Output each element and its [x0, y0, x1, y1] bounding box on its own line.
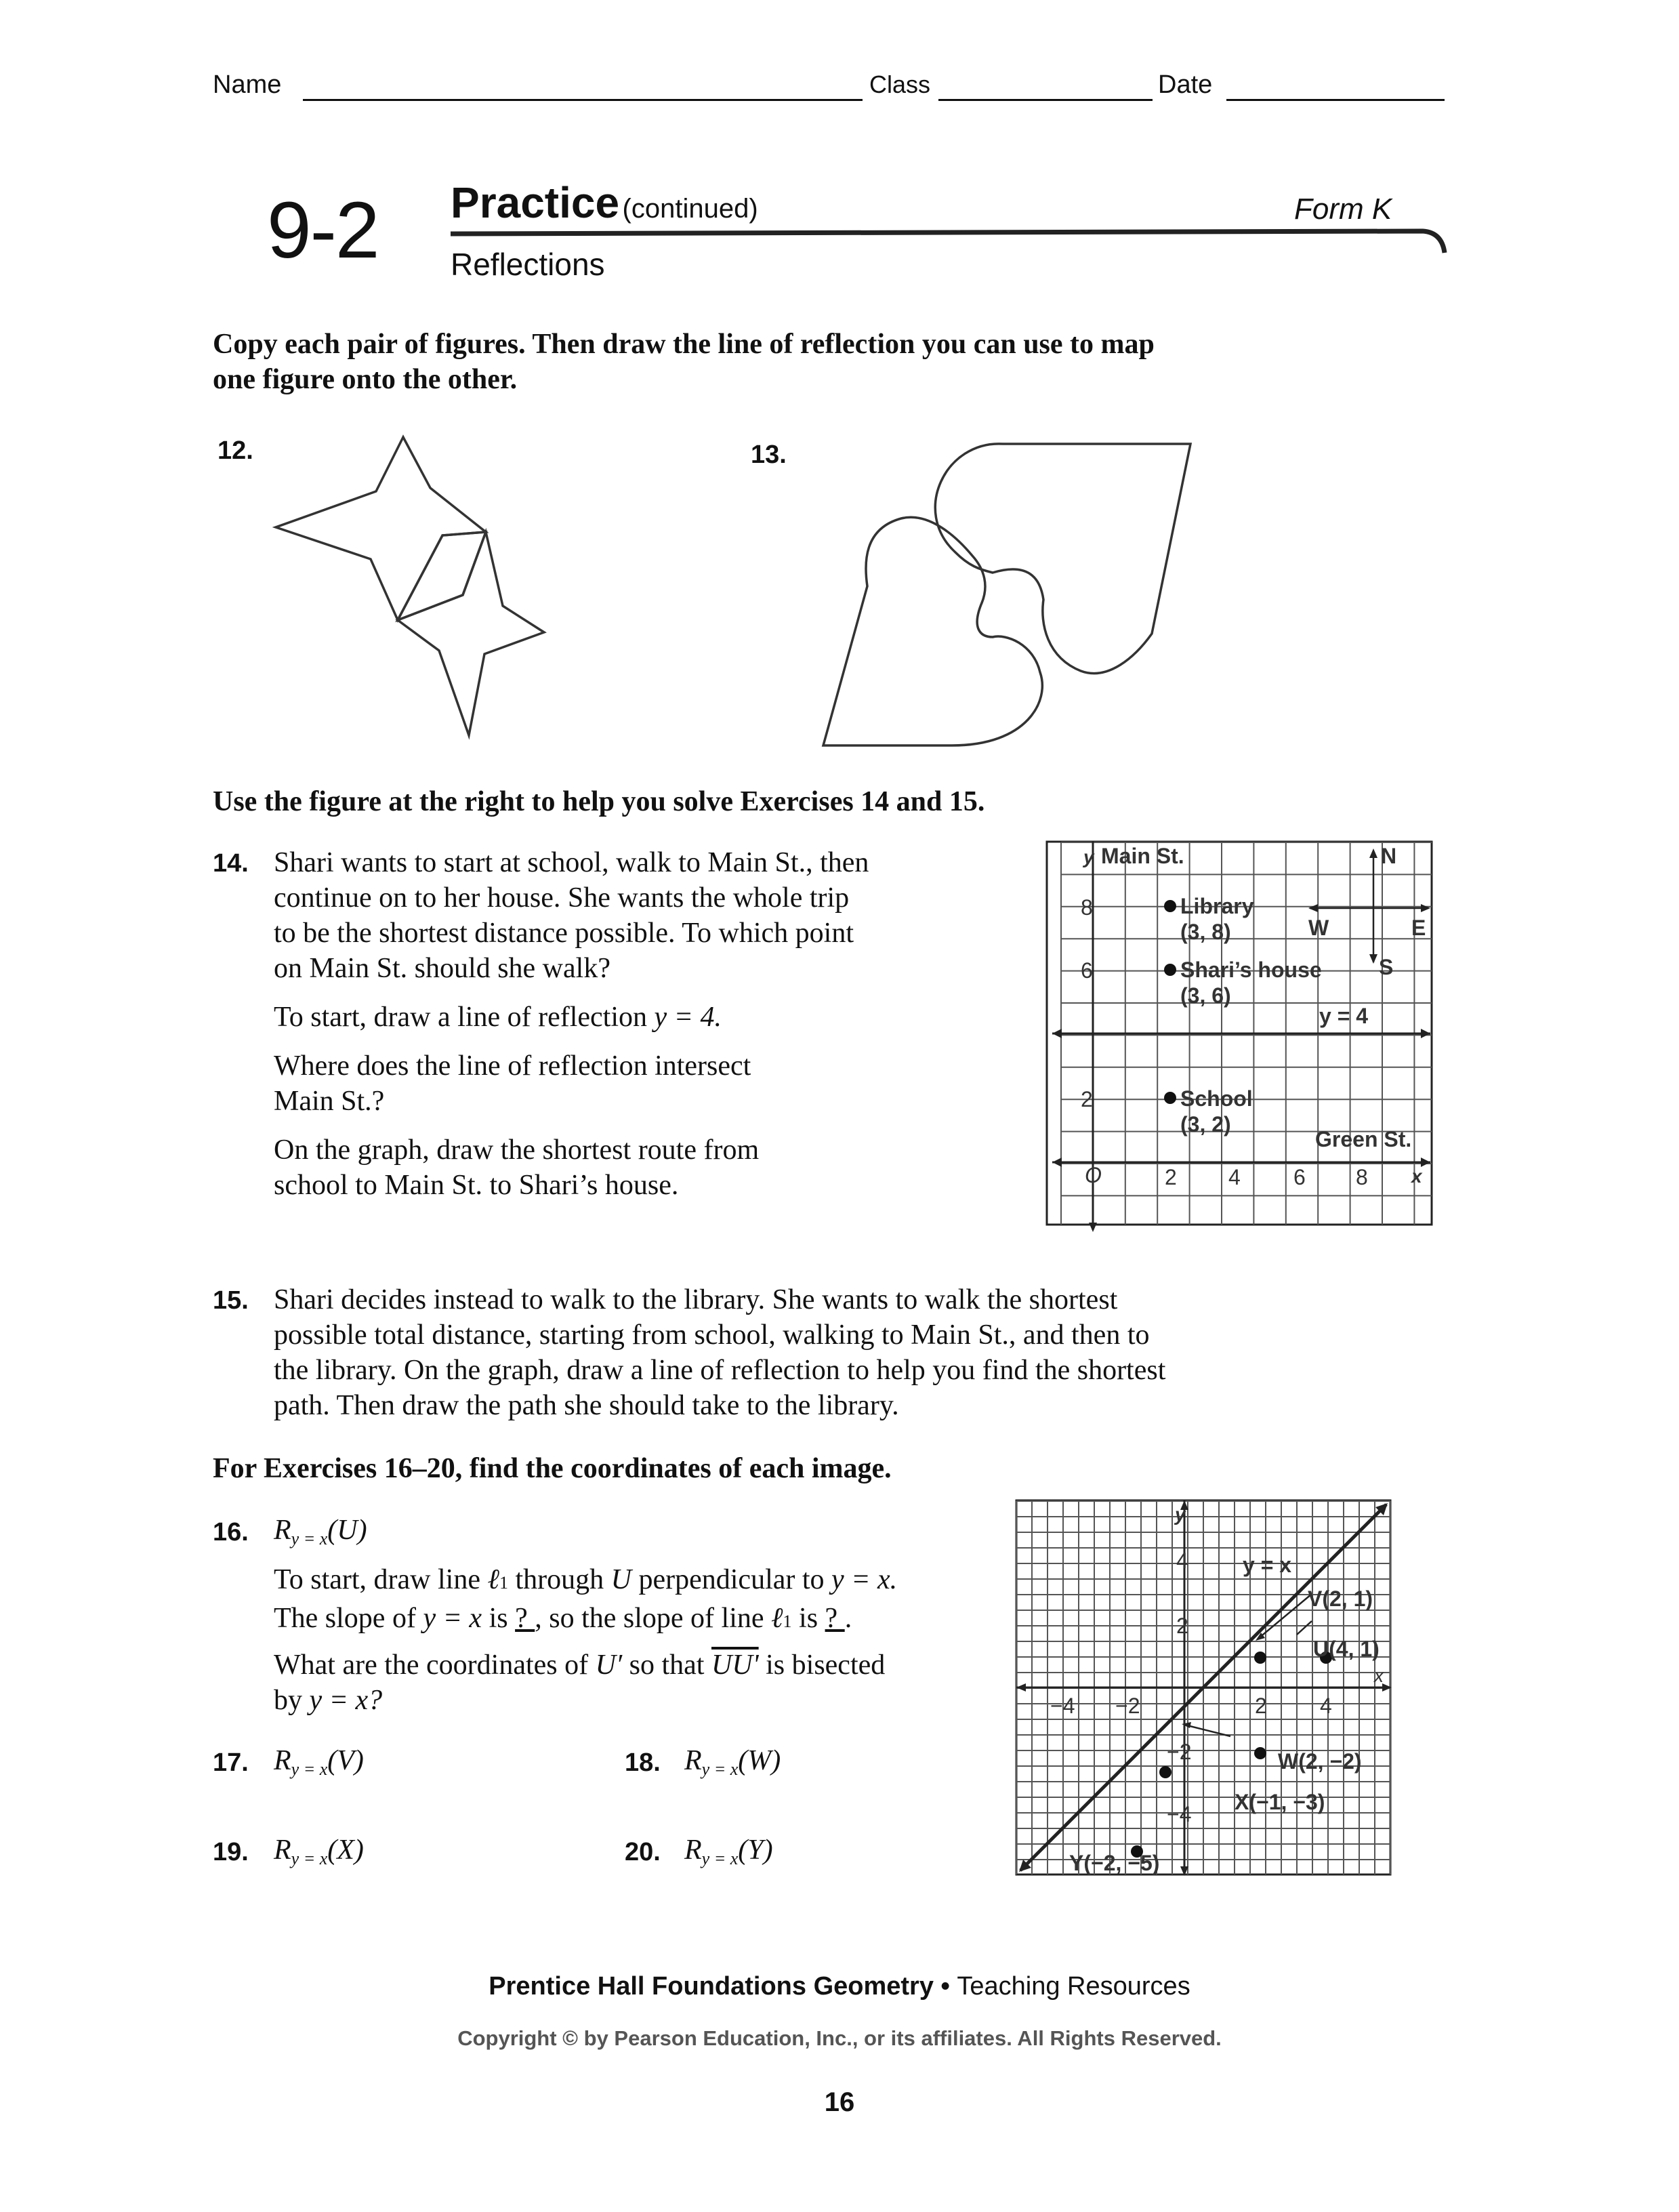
exercise-12-figure [268, 427, 552, 745]
point-x [1159, 1766, 1172, 1778]
name-field[interactable] [303, 99, 863, 101]
label-u: U(4, 1) [1313, 1637, 1380, 1661]
exercise-16-expression [274, 1513, 1006, 1557]
date-field[interactable] [1226, 99, 1445, 101]
east-label: E [1411, 916, 1426, 940]
text-fragment: ℓ [487, 1564, 499, 1595]
exercise-18-number: 18. [625, 1748, 661, 1777]
reflection-symbol: R [274, 1835, 291, 1866]
text-fragment: is [482, 1603, 516, 1634]
reflection-subscript: y = x [291, 1849, 328, 1868]
text-line: Main St.? [274, 1086, 385, 1117]
coordinate-graph [1015, 1499, 1394, 1879]
map-ytick-8: 8 [1081, 895, 1093, 920]
label-w: W(2, −2) [1278, 1749, 1362, 1774]
reflection-argument: (Y) [738, 1835, 773, 1866]
text-fragment: y = x. [831, 1564, 898, 1595]
practice-heading: Practice [451, 178, 620, 227]
footer-book-title: Prentice Hall Foundations Geometry [489, 1972, 934, 2001]
exercise-13-figure [810, 434, 1216, 759]
title-row [451, 178, 758, 228]
star-shape-upper [276, 437, 486, 620]
text-fragment: U [610, 1564, 631, 1595]
map-y-label: y [1083, 846, 1094, 867]
line-label: y = x [1243, 1553, 1292, 1577]
point-v [1254, 1652, 1266, 1664]
reflection-symbol: R [274, 1745, 291, 1776]
slope-answer-blank[interactable]: ? [515, 1603, 535, 1634]
coord-ytick-4: 4 [1176, 1549, 1188, 1573]
footer-credit [0, 1972, 1679, 2001]
green-st-label: Green St. [1315, 1127, 1412, 1151]
exercise-20-expression [684, 1832, 773, 1877]
coord-xtick-neg2: −2 [1115, 1694, 1140, 1718]
instructions-line: one figure onto the other. [213, 364, 518, 395]
school-label: School [1180, 1086, 1253, 1111]
reflection-symbol: R [684, 1745, 702, 1776]
class-label: Class [869, 70, 931, 98]
map-origin: O [1085, 1163, 1102, 1187]
exercise-17-number: 17. [213, 1748, 249, 1777]
instructions-use-figure: Use the figure at the right to help you solve Exercises 14 and 15. [213, 786, 985, 817]
text-line: school to Main St. to Shari’s house. [274, 1170, 679, 1201]
library-label: Library [1180, 894, 1254, 918]
y4-line-label: y = 4 [1319, 1004, 1369, 1028]
exercise-16-line1 [274, 1562, 1006, 1601]
heart-shape-left [823, 517, 1042, 745]
exercise-16-line2 [274, 1601, 1006, 1639]
house-point [1164, 964, 1176, 976]
coord-x-label: x [1374, 1665, 1384, 1686]
text-fragment: To start, draw line [274, 1564, 488, 1595]
house-label: Shari’s house [1180, 958, 1322, 982]
text-line: to be the shortest distance possible. To which point [274, 918, 854, 949]
text-fragment: perpendicular to [631, 1564, 832, 1595]
text-fragment: 1 [499, 1573, 508, 1593]
page-number: 16 [824, 2087, 855, 2117]
instructions-line: Copy each pair of figures. Then draw the line of reflection you can use to map [213, 329, 1155, 360]
north-label: N [1381, 844, 1397, 868]
school-point [1164, 1092, 1176, 1104]
text-fragment: U′ [595, 1650, 623, 1681]
reflection-argument: (U) [327, 1515, 367, 1546]
reflection-argument: (W) [738, 1745, 781, 1776]
main-st-label: Main St. [1101, 844, 1184, 868]
instructions-copy-figures [213, 327, 1155, 397]
form-label: Form K [1294, 192, 1392, 226]
exercise-16-number: 16. [213, 1518, 249, 1547]
text-line: Where does the line of reflection intersect [274, 1050, 751, 1082]
lesson-number: 9-2 [267, 186, 379, 275]
coord-xtick-2: 2 [1255, 1694, 1267, 1718]
coord-xtick-neg4: −4 [1050, 1694, 1075, 1718]
exercise-15-text [274, 1282, 1561, 1423]
reflection-subscript: y = x [701, 1849, 739, 1868]
text-fragment: through [507, 1564, 611, 1595]
coord-ytick-neg2: −2 [1167, 1740, 1192, 1764]
footer-resources: Teaching Resources [957, 1972, 1190, 2001]
exercise-20-number: 20. [625, 1838, 661, 1866]
continued-label: (continued) [622, 194, 758, 224]
reflection-subscript: y = x [291, 1759, 328, 1779]
coord-ytick-2: 2 [1176, 1614, 1188, 1638]
label-x: X(−1, −3) [1235, 1790, 1325, 1814]
exercise-17-expression [274, 1743, 364, 1787]
south-label: S [1379, 955, 1394, 979]
map-xtick-4: 4 [1228, 1165, 1241, 1189]
reflection-subscript: y = x [291, 1529, 328, 1549]
west-label: W [1308, 916, 1329, 940]
map-graph [1045, 840, 1436, 1233]
text-fragment: so that [622, 1650, 711, 1681]
library-point [1164, 900, 1176, 912]
exercise-19-number: 19. [213, 1838, 249, 1866]
exercise-19-expression [274, 1832, 364, 1877]
reflection-subscript: y = x [701, 1759, 739, 1779]
exercise-16-line4 [274, 1683, 1006, 1718]
exercise-14-number: 14. [213, 849, 249, 878]
text-fragment: , so the slope of line [535, 1603, 772, 1634]
exercise-12-number: 12. [217, 436, 253, 465]
footer-bullet: • [933, 1972, 957, 2001]
label-y: Y(−2, −5) [1069, 1851, 1160, 1875]
exercise-14-text [274, 845, 1033, 1203]
instructions-find-coordinates: For Exercises 16–20, find the coordinates of each image. [213, 1453, 892, 1484]
text-fragment: . [844, 1603, 852, 1634]
text-line: possible total distance, starting from school, walking to Main St., and then to [274, 1319, 1150, 1351]
text-line: On the graph, draw the shortest route from [274, 1134, 760, 1166]
map-xtick-2: 2 [1165, 1165, 1177, 1189]
reflection-argument: (V) [327, 1745, 364, 1776]
text-fragment: by [274, 1685, 310, 1716]
reflection-instruction [274, 1000, 1033, 1035]
exercise-16-text [274, 1513, 1006, 1718]
coord-y-label: y [1175, 1504, 1186, 1525]
name-label: Name [213, 70, 282, 99]
equation: y = 4. [654, 1002, 722, 1033]
text-fragment: The slope of [274, 1603, 423, 1634]
text-line: Shari wants to start at school, walk to Main St., then [274, 847, 869, 878]
text-fragment: is [791, 1603, 825, 1634]
label-v: V(2, 1) [1308, 1586, 1373, 1611]
text-fragment: is bisected [758, 1650, 886, 1681]
date-label: Date [1158, 70, 1213, 99]
text-line: continue on to her house. She wants the whole trip [274, 882, 850, 914]
house-coord: (3, 6) [1180, 983, 1231, 1008]
text-line: Shari decides instead to walk to the library. She wants to walk the shortest [274, 1284, 1118, 1315]
class-field[interactable] [938, 99, 1153, 101]
text-fragment: What are the coordinates of [274, 1650, 596, 1681]
exercise-18-expression [684, 1743, 781, 1787]
map-xtick-6: 6 [1293, 1165, 1306, 1189]
text-line: the library. On the graph, draw a line of reflection to help you find the shortest [274, 1355, 1166, 1386]
copyright-notice: Copyright © by Pearson Education, Inc., or its affiliates. All Rights Reserved. [457, 2026, 1222, 2050]
subtitle: Reflections [451, 247, 605, 282]
map-xtick-8: 8 [1356, 1165, 1368, 1189]
text-fragment: y = x [423, 1603, 482, 1634]
text-fragment: 1 [783, 1612, 792, 1631]
reflection-symbol: R [274, 1515, 291, 1546]
star-shape-lower [398, 532, 544, 735]
exercise-16-line3 [274, 1647, 1006, 1683]
overlap-quad [398, 532, 486, 620]
reflection-symbol: R [684, 1835, 702, 1866]
text-line: on Main St. should she walk? [274, 953, 610, 984]
exercise-15-number: 15. [213, 1286, 249, 1315]
text-fragment: y = x? [309, 1685, 383, 1716]
coord-ytick-neg4: −4 [1167, 1802, 1192, 1826]
map-x-label: x [1411, 1166, 1422, 1187]
segment-uu-prime: UU' [711, 1650, 759, 1681]
library-coord: (3, 8) [1180, 920, 1231, 944]
map-ytick-6: 6 [1081, 958, 1093, 983]
text-fragment: To start, draw a line of reflection [274, 1002, 655, 1033]
exercise-13-number: 13. [751, 441, 787, 469]
map-ytick-2: 2 [1081, 1087, 1093, 1111]
text-fragment: ℓ [771, 1603, 783, 1634]
text-line: path. Then draw the path she should take to the library. [274, 1390, 899, 1421]
reflection-argument: (X) [327, 1835, 364, 1866]
point-w [1254, 1747, 1266, 1759]
perpendicular-slope-answer-blank[interactable]: ? [825, 1603, 845, 1634]
school-coord: (3, 2) [1180, 1112, 1231, 1136]
coord-xtick-4: 4 [1320, 1694, 1332, 1718]
